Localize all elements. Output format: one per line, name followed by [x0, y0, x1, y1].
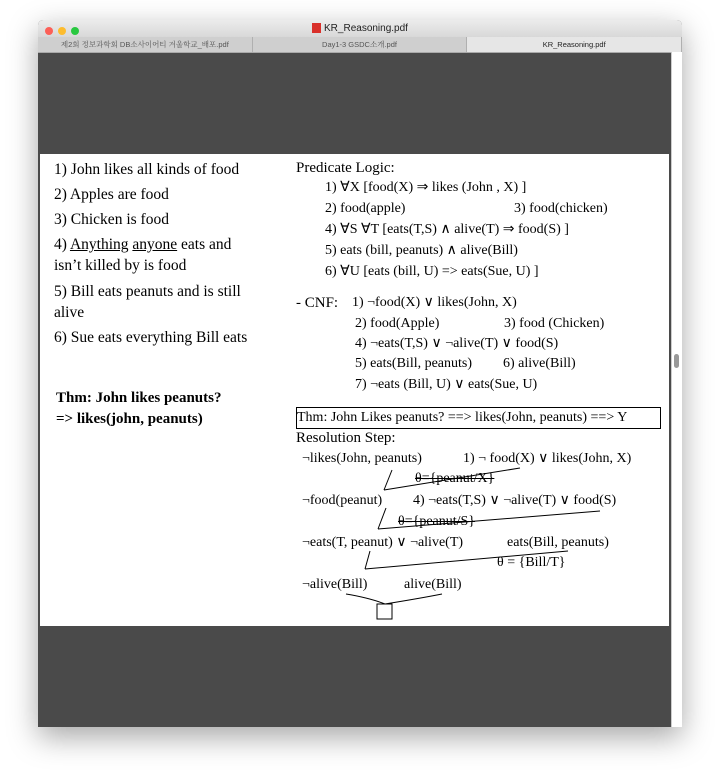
- predicate-5: 5) eats (bill, peanuts) ∧ alive(Bill): [325, 243, 518, 258]
- tree-line-clause6: [385, 594, 442, 604]
- pdf-page: [40, 154, 669, 626]
- tree-line-step1: [378, 508, 386, 529]
- tab-gsdc-intro[interactable]: Day1-3 GSDC소개.pdf: [253, 37, 468, 52]
- resolution-theta-2: θ={peanut/S}: [398, 514, 476, 529]
- resolution-step-3-result: ¬alive(Bill): [302, 577, 368, 592]
- resolution-theta-3: θ = {Bill/T}: [497, 555, 566, 570]
- resolution-negated-goal: ¬likes(John, peanuts): [302, 451, 422, 466]
- pdf-viewer-window: [38, 20, 682, 727]
- predicate-4: 4) ∀S ∀T [eats(T,S) ∧ alive(T) ⇒ food(S) ]: [325, 222, 569, 237]
- predicate-logic-title: Predicate Logic:: [296, 160, 395, 176]
- theorem-goal: => likes(john, peanuts): [56, 411, 203, 427]
- tree-line-clause5: [365, 551, 568, 569]
- tree-line-goal: [384, 470, 392, 490]
- title-bar: [38, 20, 682, 37]
- tree-line-step2: [365, 551, 370, 569]
- resolution-step-2-result: ¬eats(T, peanut) ∨ ¬alive(T): [302, 535, 464, 550]
- close-button[interactable]: [45, 27, 53, 35]
- resolution-tree-lines: [40, 154, 669, 626]
- cnf-7: 7) ¬eats (Bill, U) ∨ eats(Sue, U): [355, 377, 538, 392]
- resolution-title: Resolution Step:: [296, 430, 396, 446]
- statement-5-line1: 5) Bill eats peanuts and is still: [54, 283, 241, 300]
- statement-1: 1) John likes all kinds of food: [54, 161, 240, 178]
- cnf-2: 2) food(Apple): [355, 316, 440, 331]
- cnf-5: 5) eats(Bill, peanuts): [355, 356, 473, 371]
- tab-kr-reasoning[interactable]: KR_Reasoning.pdf: [467, 37, 682, 52]
- tab-db-winter-school[interactable]: 제2회 정보과학회 DB소사이어티 겨울학교_배포.pdf: [38, 37, 253, 52]
- predicate-6: 6) ∀U [eats (bill, U) => eats(Sue, U) ]: [325, 264, 539, 279]
- resolution-clause-4: 4) ¬eats(T,S) ∨ ¬alive(T) ∨ food(S): [413, 493, 617, 508]
- theorem-box-text: Thm: John Likes peanuts? ==> likes(John, peanuts) ==> Y: [297, 410, 628, 425]
- statement-2: 2) Apples are food: [54, 186, 169, 203]
- resolution-clause-5: eats(Bill, peanuts): [507, 535, 609, 550]
- theorem-question: Thm: John likes peanuts?: [56, 390, 222, 406]
- empty-clause-box: [377, 604, 392, 619]
- statement-4-number: 4): [54, 236, 70, 253]
- resolution-clause-6: alive(Bill): [404, 577, 462, 592]
- statement-4-underline-anyone: anyone: [132, 236, 178, 253]
- minimize-button[interactable]: [58, 27, 66, 35]
- statement-4-line2: isn’t killed by is food: [54, 257, 187, 274]
- zoom-button[interactable]: [71, 27, 79, 35]
- predicate-3: 3) food(chicken): [514, 201, 608, 216]
- resolution-step-1-result: ¬food(peanut): [302, 493, 383, 508]
- statement-6: 6) Sue eats everything Bill eats: [54, 329, 248, 346]
- cnf-3: 3) food (Chicken): [504, 316, 605, 331]
- statement-4-underline-anything: Anything: [69, 236, 129, 253]
- tree-line-clause1: [384, 468, 520, 490]
- statement-5-line2: alive: [54, 304, 85, 321]
- cnf-label: - CNF:: [296, 295, 339, 311]
- tab-bar: [38, 37, 682, 53]
- resolution-theta-1: θ={peanut/X}: [415, 471, 495, 486]
- scrollbar-thumb[interactable]: [674, 354, 679, 368]
- predicate-2: 2) food(apple): [325, 201, 406, 216]
- statement-3: 3) Chicken is food: [54, 211, 169, 228]
- cnf-6: 6) alive(Bill): [503, 356, 576, 371]
- tree-line-step3: [346, 594, 385, 604]
- vertical-scrollbar[interactable]: [671, 52, 682, 727]
- cnf-4: 4) ¬eats(T,S) ∨ ¬alive(T) ∨ food(S): [355, 336, 559, 351]
- window-title: KR_Reasoning.pdf: [324, 23, 408, 34]
- tree-line-clause4: [378, 511, 600, 529]
- cnf-1: 1) ¬food(X) ∨ likes(John, X): [352, 295, 517, 310]
- statement-4-rest: eats and: [177, 236, 232, 253]
- pdf-file-icon: [312, 23, 321, 33]
- resolution-clause-1: 1) ¬ food(X) ∨ likes(John, X): [463, 451, 632, 466]
- predicate-1: 1) ∀X [food(X) ⇒ likes (John , X) ]: [325, 180, 527, 195]
